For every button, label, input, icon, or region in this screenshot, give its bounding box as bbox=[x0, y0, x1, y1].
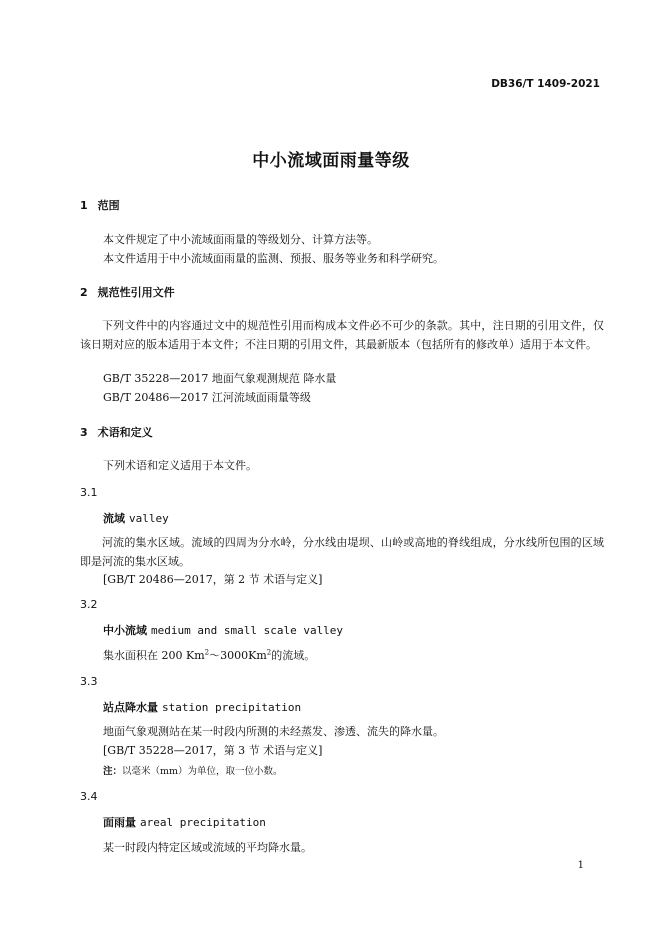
page-title: 中小流域面雨量等级 bbox=[252, 151, 410, 171]
term-number: 3.1 bbox=[80, 486, 98, 499]
paragraph: 本文件适用于中小流域面雨量的监测、预报、服务等业务和科学研究。 bbox=[103, 252, 444, 265]
term-note bbox=[103, 763, 283, 777]
section-number: 2 bbox=[80, 286, 88, 299]
note-text: 以毫米（mm）为单位，取一位小数。 bbox=[122, 766, 283, 777]
term-definition: 某一时段内特定区域或流域的平均降水量。 bbox=[103, 841, 312, 854]
section-title: 范围 bbox=[97, 199, 120, 212]
term-heading bbox=[103, 814, 266, 830]
section-3-heading bbox=[80, 424, 153, 440]
term-number: 3.2 bbox=[80, 598, 98, 611]
term-definition: 河流的集水区域。流域的四周为分水岭，分水线由堤坝、山岭或高地的脊线组成，分水线所包围的区域即是河流的集水区域。 bbox=[80, 536, 604, 568]
term-zh: 站点降水量 bbox=[103, 701, 158, 714]
paragraph: 下列文件中的内容通过文中的规范性引用而构成本文件必不可少的条款。其中，注日期的引用文件，仅该日期对应的版本适用于本文件；不注日期的引用文件，其最新版本（包括所有的修改单）适用于本文件。 bbox=[80, 319, 604, 351]
section-number: 3 bbox=[80, 426, 88, 439]
term-zh: 面雨量 bbox=[103, 816, 136, 829]
paragraph: 本文件规定了中小流域面雨量的等级划分、计算方法等。 bbox=[103, 233, 378, 246]
reference-item: GB/T 35228—2017 地面气象观测规范 降水量 bbox=[103, 372, 337, 385]
note-label: 注： bbox=[103, 766, 123, 777]
term-zh: 中小流域 bbox=[103, 624, 147, 637]
paragraph: 下列术语和定义适用于本文件。 bbox=[103, 459, 257, 472]
term-zh: 流域 bbox=[103, 512, 125, 525]
term-en: station precipitation bbox=[162, 701, 302, 714]
term-en: areal precipitation bbox=[140, 816, 266, 829]
term-number: 3.3 bbox=[80, 675, 98, 688]
term-heading bbox=[103, 622, 343, 638]
section-title: 规范性引用文件 bbox=[97, 286, 175, 299]
section-1-heading bbox=[80, 197, 120, 213]
term-definition: 集水面积在 200 Km$^2$～3000Km$^2$的流域。 bbox=[103, 648, 316, 662]
term-en: valley bbox=[129, 512, 169, 525]
term-heading bbox=[103, 510, 169, 526]
term-definition: 地面气象观测站在某一时段内所测的未经蒸发、渗透、流失的降水量。 bbox=[103, 725, 444, 738]
section-number: 1 bbox=[80, 199, 88, 212]
page-number: 1 bbox=[577, 860, 584, 871]
term-heading bbox=[103, 699, 301, 715]
term-en: medium and small scale valley bbox=[151, 624, 344, 637]
section-2-heading bbox=[80, 284, 175, 300]
term-source: [GB/T 20486—2017，第 2 节 术语与定义] bbox=[103, 573, 323, 586]
document-id: DB36/T 1409-2021 bbox=[491, 78, 600, 90]
reference-item: GB/T 20486—2017 江河流域面雨量等级 bbox=[103, 391, 311, 404]
term-number: 3.4 bbox=[80, 790, 98, 803]
section-title: 术语和定义 bbox=[97, 426, 153, 439]
term-source: [GB/T 35228—2017，第 3 节 术语与定义] bbox=[103, 744, 323, 757]
